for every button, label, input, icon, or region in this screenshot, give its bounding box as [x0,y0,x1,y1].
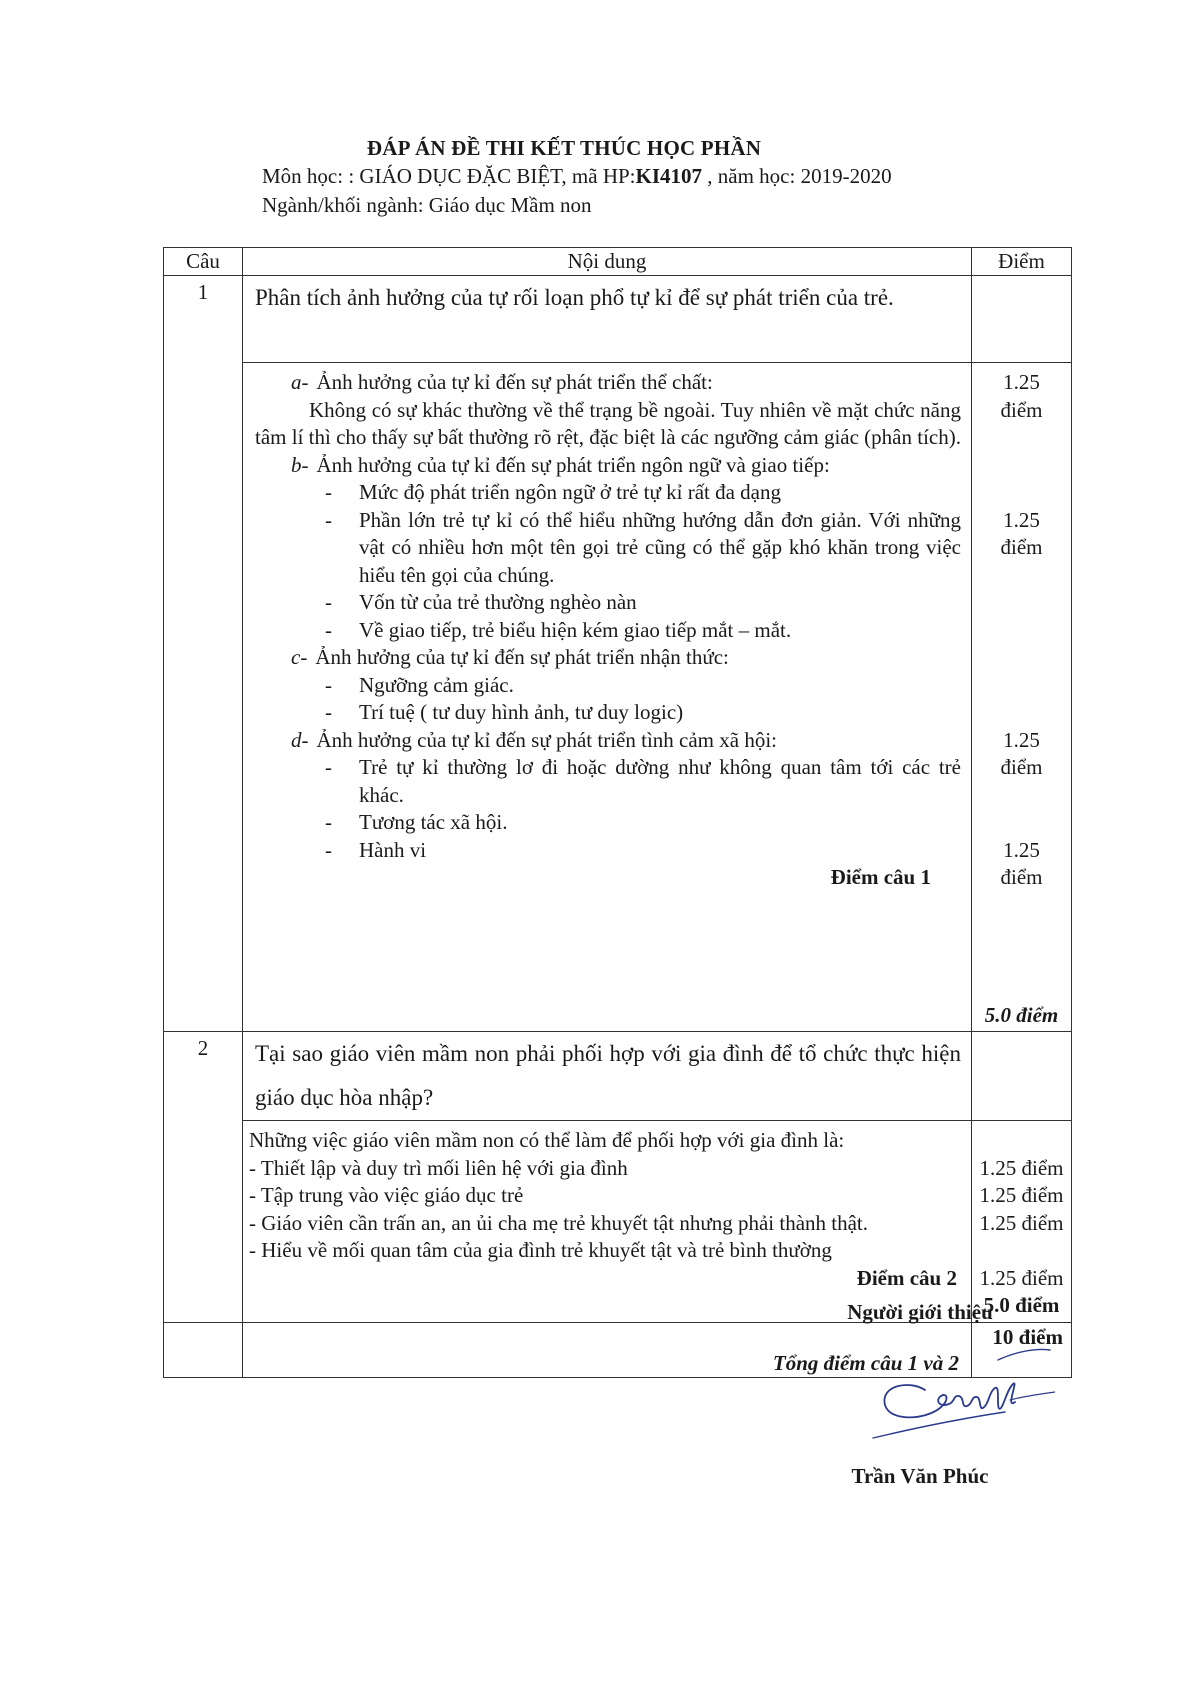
q1-answer-row [164,363,1072,1032]
list-item: - Trẻ tự kỉ thường lơ đi hoặc dường như không quan tâm tới các trẻ khác. [255,754,961,809]
q1-number: 1 [164,276,243,1032]
q1-section-d-heading [255,727,961,755]
q1-b-heading-text: Ảnh hưởng của tự kỉ đến sự phát triển ngôn ngữ và giao tiếp: [316,452,830,477]
answer-table [163,247,1072,1378]
q2-item-4: - Hiểu về mối quan tâm của gia đình trẻ khuyết tật và trẻ bình thường [249,1238,832,1262]
list-item: - Hành vi [255,837,961,865]
q1-d-item-3: Hành vi [359,837,427,862]
q2-answer [243,1121,972,1323]
q1-d-item-2: Tương tác xã hội. [359,810,508,834]
q1-a-label: a- [291,370,309,394]
q1-b-label: b- [291,452,309,477]
q1-b-item-3: Vốn từ của trẻ thường nghèo nàn [359,590,637,614]
q2-item-1: - Thiết lập và duy trì mối liên hệ với gia đình [249,1155,628,1180]
q1-total-label: Điểm câu 1 [830,865,931,889]
q1-answer [243,363,972,1032]
table-header-row [164,248,1072,276]
grand-total-empty-cell [164,1322,243,1377]
list-item: - Trí tuệ ( tư duy hình ảnh, tư duy logic) [255,699,961,727]
q2-prompt: Tại sao giáo viên mầm non phải phối hợp với gia đình để tổ chức thực hiện giáo dục hòa nhập? [243,1032,972,1121]
q1-total-points: 5.0 điểm [984,1002,1059,1027]
q2-item-3-points: 1.25 điểm [979,1210,1064,1235]
q2-item-4-points: 1.25 điểm [979,1265,1064,1290]
subject-prefix: Môn học: : GIÁO DỤC ĐẶC BIỆT, mã HP: [262,164,636,188]
list-item: - Ngưỡng cảm giác. [255,672,961,700]
q1-d-item-1: Trẻ tự kỉ thường lơ đi hoặc dường như không quan tâm tới các trẻ khác. [359,755,961,807]
q1-c-item-1: Ngưỡng cảm giác. [359,672,514,697]
q2-points-column [972,1121,1072,1323]
q2-item-3: - Giáo viên cần trấn an, an ủi cha mẹ trẻ khuyết tật nhưng phải thành thật. [249,1210,869,1235]
handwritten-signature [855,1330,1055,1450]
q2-number: 2 [164,1032,243,1323]
subject-line [262,162,1022,190]
q2-intro: Những việc giáo viên mầm non có thể làm để phối hợp với gia đình là: [249,1128,845,1152]
q1-c-heading-text: Ảnh hưởng của tự kỉ đến sự phát triển nhận thức: [315,645,729,669]
q1-b-item-1: Mức độ phát triển ngôn ngữ ở trẻ tự kỉ rất đa dạng [359,480,781,504]
signer-block [800,1300,1040,1325]
department-line: Ngành/khối ngành: Giáo dục Mầm non [262,193,592,217]
q2-item-2-points: 1.25 điểm [979,1183,1064,1207]
q1-d-points: 1.25 điểm [1000,837,1043,889]
list-item: - Tương tác xã hội. [255,809,961,837]
q1-d-heading-text: Ảnh hưởng của tự kỉ đến sự phát triển tình cảm xã hội: [316,727,777,752]
q1-c-label: c- [291,645,308,669]
q2-item-2: - Tập trung vào việc giáo dục trẻ [249,1183,524,1207]
q2-answer-row [164,1121,1072,1323]
header-points: Điểm [972,248,1072,276]
q1-a-heading-text: Ảnh hưởng của tự kỉ đến sự phát triển thể chất: [316,370,713,394]
list-item: - Vốn từ của trẻ thường nghèo nàn [255,589,961,617]
q1-b-item-2: Phần lớn trẻ tự kỉ có thể hiểu những hướng dẫn đơn giản. Với những vật có nhiều hơn một tên gọi trẻ cũng có thể gặp khó khăn trong việc hiểu tên gọi của chúng. [359,507,961,587]
q1-prompt-row [164,276,1072,363]
q1-a-points: 1.25 điểm [1000,370,1043,422]
q1-points-column [972,363,1072,1032]
grand-total-points: 10 điểm [972,1322,1072,1377]
q1-prompt-points [972,276,1072,363]
q1-prompt: Phân tích ảnh hưởng của tự rối loạn phổ tự kỉ để sự phát triển của trẻ. [243,276,972,363]
q2-total-points: 5.0 điểm [983,1293,1060,1317]
q1-c-points: 1.25 điểm [1000,727,1043,779]
header-question: Câu [164,248,243,276]
signer-role: Người giới thiệu [847,1300,993,1324]
header-content: Nội dung [243,248,972,276]
q2-prompt-points [972,1032,1072,1121]
q1-section-a-heading [255,369,961,397]
q1-d-label: d- [291,727,309,752]
q2-total-label: Điểm câu 2 [856,1265,957,1290]
q2-prompt-row [164,1032,1072,1121]
q1-b-item-4: Về giao tiếp, trẻ biểu hiện kém giao tiếp mắt – mắt. [359,617,792,642]
year-suffix: , năm học: 2019-2020 [702,164,892,188]
course-code: KI4107 [635,164,703,188]
list-item: - Mức độ phát triển ngôn ngữ ở trẻ tự kỉ rất đa dạng [255,479,961,507]
signer-name: Trần Văn Phúc [851,1464,989,1488]
list-item: - Phần lớn trẻ tự kỉ có thể hiểu những hướng dẫn đơn giản. Với những vật có nhiều hơn một tên gọi trẻ cũng có thể gặp khó khăn trong việc hiểu tên gọi của chúng. [255,507,961,590]
q2-item-1-points: 1.25 điểm [979,1155,1064,1180]
grand-total-label: Tổng điểm câu 1 và 2 [243,1322,972,1377]
q1-section-c-heading [255,644,961,672]
q1-b-points: 1.25 điểm [1000,507,1043,559]
q1-section-b-heading [255,452,961,480]
q1-c-item-2: Trí tuệ ( tư duy hình ảnh, tư duy logic) [359,700,684,724]
document-title: ĐÁP ÁN ĐỀ THI KẾT THÚC HỌC PHẦN [366,136,762,160]
list-item: - Về giao tiếp, trẻ biểu hiện kém giao tiếp mắt – mắt. [255,617,961,645]
document-header [262,136,1022,219]
q1-section-a-text: Không có sự khác thường về thể trạng bề ngoài. Tuy nhiên về mặt chức năng tâm lí thì cho thấy sự bất thường rõ rệt, đặc biệt là các ngưỡng cảm giác (phân tích). [255,397,961,449]
